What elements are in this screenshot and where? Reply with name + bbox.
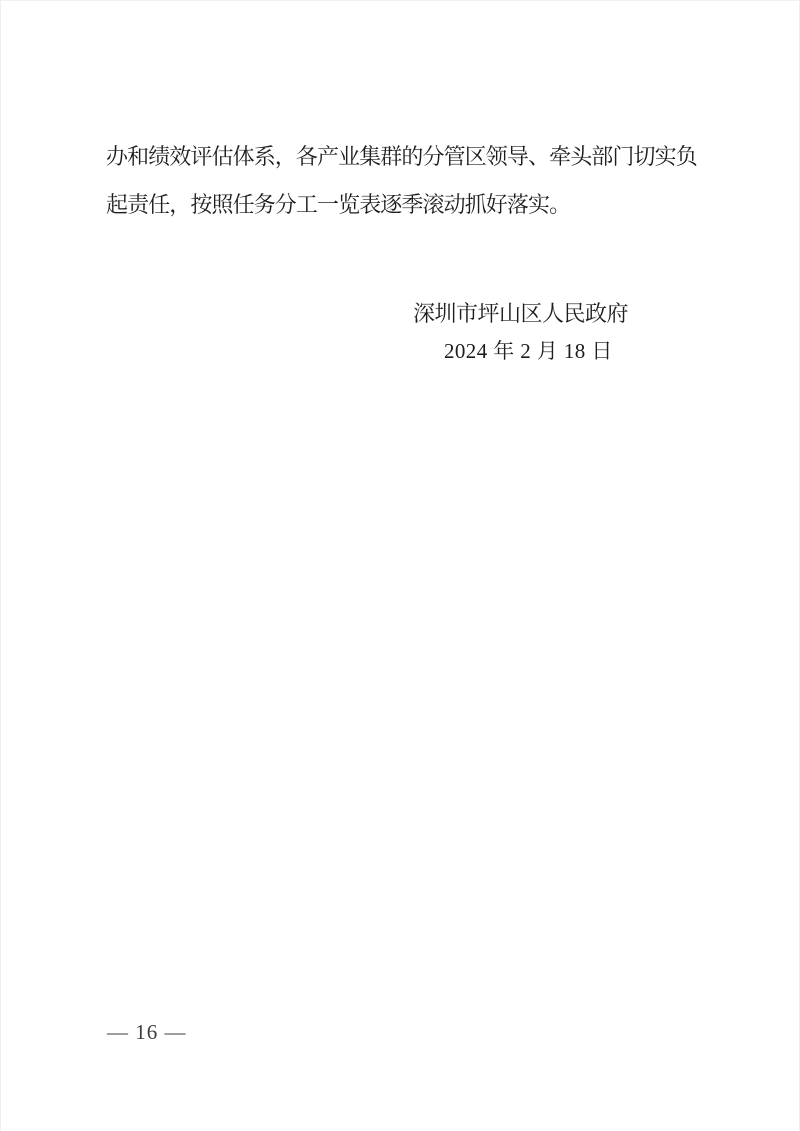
- signature-issuer: 深圳市坪山区人民政府: [413, 301, 629, 326]
- page-number: — 16 —: [107, 1020, 187, 1044]
- paragraph-line-1: 办和绩效评估体系，各产业集群的分管区领导、牵头部门切实负: [106, 144, 697, 169]
- signature-date: 2024 年 2 月 18 日: [444, 339, 613, 363]
- paragraph-line-2: 起责任，按照任务分工一览表逐季滚动抓好落实。: [106, 192, 571, 217]
